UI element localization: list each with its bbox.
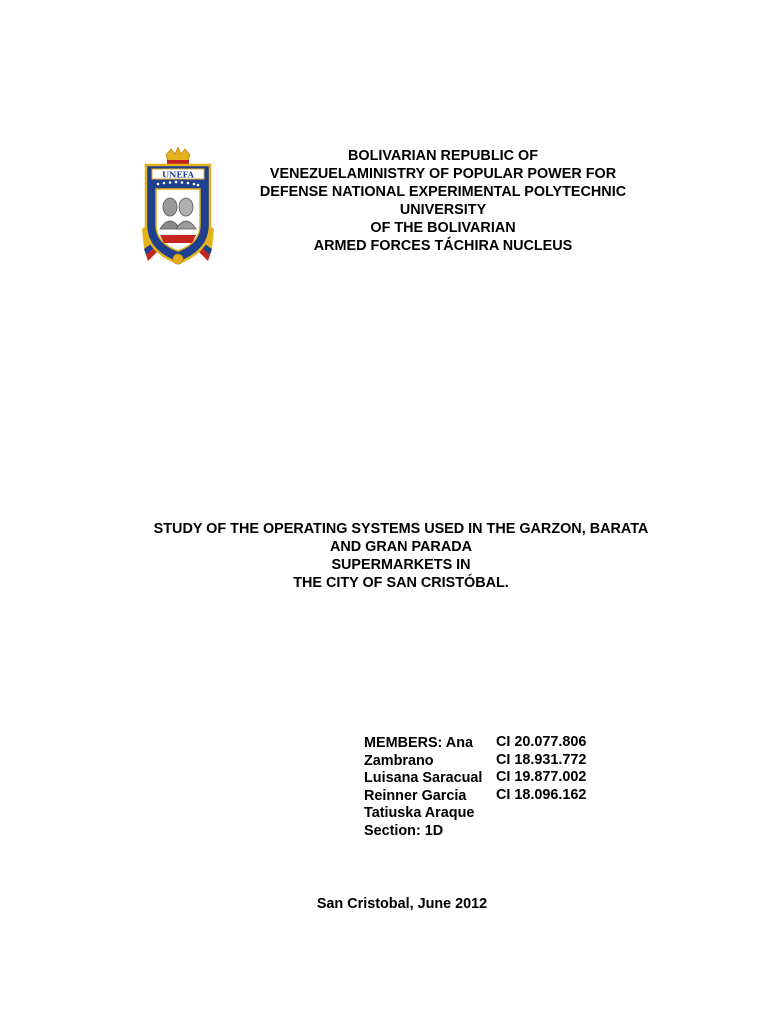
member-id-line: CI 20.077.806 [496,734,587,750]
members-names-column [364,735,482,841]
member-id-line: CI 18.096.162 [496,786,587,803]
member-id-line: CI 18.931.772 [496,751,587,768]
university-emblem [138,147,218,269]
member-name-line: Luisana Saracual [364,770,483,787]
member-id-line: CI 19.877.002 [496,769,587,786]
title-line: AND GRAN PARADA [329,539,473,555]
institution-header [230,147,656,255]
title-line: THE CITY OF SAN CRISTÓBAL. [293,575,509,591]
university-coat-of-arms-icon [138,147,218,269]
member-name-line: Reinner Garcia [364,787,467,804]
member-name-line: MEMBERS: Ana [364,735,473,751]
member-name-line: Tatiuska Araque [364,805,475,822]
place-and-date: San Cristobal, June 2012 [316,896,488,912]
header-line: BOLIVARIAN REPUBLIC OF [347,148,538,164]
member-name-line: Zambrano [364,752,434,769]
header-line: DEFENSE NATIONAL EXPERIMENTAL POLYTECHNIC [259,184,627,200]
header-line: OF THE BOLIVARIAN [370,220,516,236]
section-label: Section: 1D [364,822,444,839]
title-line: SUPERMARKETS IN [331,557,471,573]
document-title [120,520,682,592]
members-ids-column [496,734,586,804]
title-line: STUDY OF THE OPERATING SYSTEMS USED IN THE GARZON, BARATA [153,521,649,537]
header-line: ARMED FORCES TÁCHIRA NUCLEUS [313,238,573,254]
header-line: UNIVERSITY [399,202,487,218]
svg-text:UNEFA: UNEFA [162,169,194,180]
header-line: VENEZUELAMINISTRY OF POPULAR POWER FOR [269,166,617,182]
